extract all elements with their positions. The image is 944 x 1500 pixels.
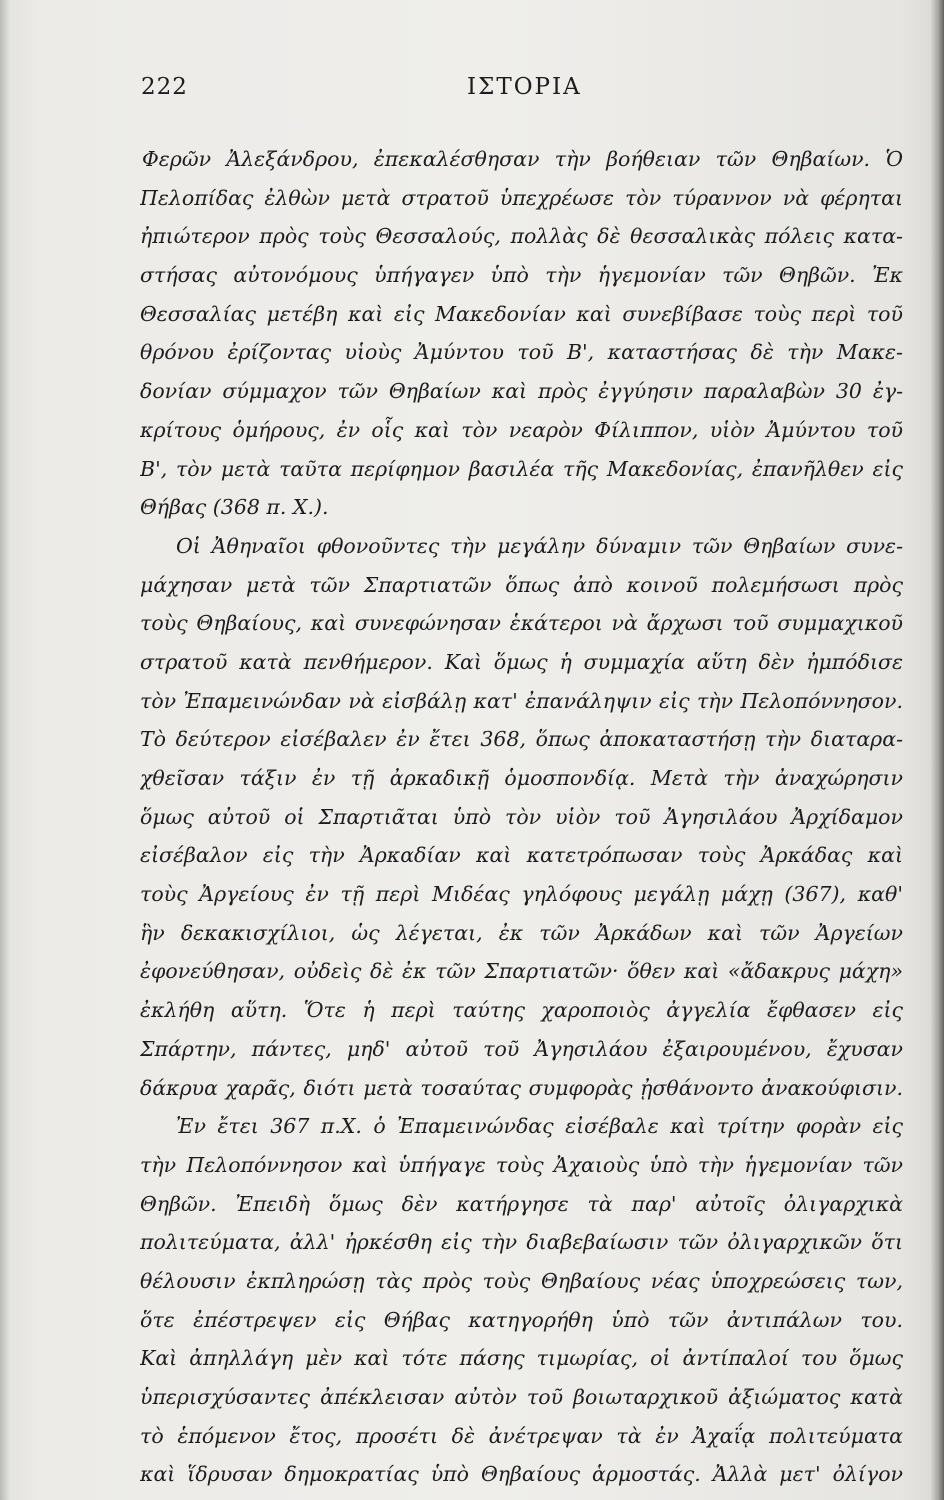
text-line: τοὺς Ἀργείους ἐν τῇ περὶ Μιδέας γηλόφους μεγάλῃ μάχῃ (367), καθ'	[140, 882, 903, 907]
text-line: μάχησαν μετὰ τῶν Σπαρτιατῶν ὅπως ἀπὸ κοινοῦ πολεμήσωσι πρὸς	[140, 572, 903, 597]
text-line: Θεσσαλίας μετέβη καὶ εἰς Μακεδονίαν καὶ συνεβίβασε τοὺς περὶ τοῦ	[140, 301, 903, 326]
text-line: ὅμως αὐτοῦ οἱ Σπαρτιᾶται ὑπὸ τὸν υἱὸν τοῦ Ἀγησιλάου Ἀρχίδαμον	[140, 804, 903, 829]
text-line: θέλουσιν ἐκπληρώσῃ τὰς πρὸς τοὺς Θηβαίους νέας ὑποχρεώσεις των,	[140, 1268, 903, 1293]
text-line: τὸν Ἐπαμεινώνδαν νὰ εἰσβάλῃ κατ' ἐπανάληψιν εἰς τὴν Πελοπόννησον.	[140, 688, 903, 713]
text-line: κρίτους ὁμήρους, ἐν οἷς καὶ τὸν νεαρὸν Φίλιππον, υἱὸν Ἀμύντου τοῦ	[140, 417, 903, 442]
running-title: ΙΣΤΟΡΙΑ	[467, 74, 582, 100]
text-line: ὅτε ἐπέστρεψεν εἰς Θήβας κατηγορήθη ὑπὸ τῶν ἀντιπάλων του.	[140, 1307, 903, 1332]
page-left-shadow	[0, 0, 10, 1500]
text-line: τὴν Πελοπόννησον καὶ ὑπήγαγε τοὺς Ἀχαιοὺς ὑπὸ τὴν ἡγεμονίαν τῶν	[140, 1152, 903, 1177]
text-line: θρόνου ἐρίζοντας υἱοὺς Ἀμύντου τοῦ Β', καταστήσας δὲ τὴν Μακε-	[140, 340, 903, 365]
text-line: τοὺς Θηβαίους, καὶ συνεφώνησαν ἑκάτεροι νὰ ἄρχωσι τοῦ συμμαχικοῦ	[140, 611, 903, 636]
text-line: Φερῶν Ἀλεξάνδρου, ἐπεκαλέσθησαν τὴν βοήθειαν τῶν Θηβαίων. Ὁ	[142, 147, 903, 171]
text-line: Οἱ Ἀθηναῖοι φθονοῦντες τὴν μεγάλην δύναμιν τῶν Θηβαίων συνε-	[176, 533, 903, 558]
text-line: καὶ ἵδρυσαν δημοκρατίας ὑπὸ Θηβαίους ἁρμοστάς. Ἀλλὰ μετ' ὀλίγον	[140, 1462, 903, 1487]
text-line: Ἐν ἔτει 367 π.Χ. ὁ Ἐπαμεινώνδας εἰσέβαλε καὶ τρίτην φορὰν εἰς	[176, 1114, 903, 1139]
page-number: 222	[141, 74, 188, 100]
body-text	[140, 140, 903, 1494]
text-line: ἣν δεκακισχίλιοι, ὡς λέγεται, ἐκ τῶν Ἀρκάδων καὶ τῶν Ἀργείων	[140, 920, 903, 945]
text-line: Καὶ ἀπηλλάγη μὲν καὶ τότε πάσης τιμωρίας, οἱ ἀντίπαλοί του ὅμως	[140, 1346, 903, 1371]
text-line: ἐκλήθη αὕτη. Ὅτε ἡ περὶ ταύτης χαροποιὸς ἀγγελία ἔφθασεν εἰς	[140, 998, 903, 1023]
text-line: πολιτεύματα, ἀλλ' ἠρκέσθη εἰς τὴν διαβεβαίωσιν τῶν ὀλιγαρχικῶν ὅτι	[140, 1230, 903, 1255]
text-line: Τὸ δεύτερον εἰσέβαλεν ἐν ἔτει 368, ὅπως ἀποκαταστήσῃ τὴν διαταρα-	[140, 727, 903, 752]
text-line: εἰσέβαλον εἰς τὴν Ἀρκαδίαν καὶ κατετρόπωσαν τοὺς Ἀρκάδας καὶ	[140, 843, 903, 868]
running-header	[141, 74, 901, 114]
text-line: χθεῖσαν τάξιν ἐν τῇ ἀρκαδικῇ ὁμοσπονδίᾳ. Μετὰ τὴν ἀναχώρησιν	[140, 766, 903, 790]
text-line: ἠπιώτερον πρὸς τοὺς Θεσσαλούς, πολλὰς δὲ θεσσαλικὰς πόλεις κατα-	[140, 224, 903, 249]
text-line: ὑπερισχύσαντες ἀπέκλεισαν αὐτὸν τοῦ βοιωταρχικοῦ ἀξιώματος κατὰ	[140, 1385, 903, 1409]
text-line: Σπάρτην, πάντες, μηδ' αὐτοῦ τοῦ Ἀγησιλάου ἐξαιρουμένου, ἔχυσαν	[140, 1036, 903, 1061]
text-line: στρατοῦ κατὰ πενθήμερον. Καὶ ὅμως ἡ συμμαχία αὕτη δὲν ἠμπόδισε	[140, 649, 903, 674]
text-line: δάκρυα χαρᾶς, διότι μετὰ τοσαύτας συμφορὰς ᾐσθάνοντο ἀνακούφισιν.	[140, 1075, 903, 1100]
text-line: στήσας αὐτονόμους ὑπήγαγεν ὑπὸ τὴν ἡγεμονίαν τῶν Θηβῶν. Ἐκ	[140, 263, 903, 288]
text-line: Πελοπίδας ἐλθὼν μετὰ στρατοῦ ὑπεχρέωσε τὸν τύραννον νὰ φέρηται	[140, 185, 903, 210]
page-right-shadow	[930, 0, 944, 1500]
text-line: τὸ ἑπόμενον ἔτος, προσέτι δὲ ἀνέτρεψαν τὰ ἐν Ἀχαΐᾳ πολιτεύματα	[140, 1423, 903, 1448]
text-line: Β', τὸν μετὰ ταῦτα περίφημον βασιλέα τῆς Μακεδονίας, ἐπανῆλθεν εἰς	[140, 456, 903, 481]
text-line: δονίαν σύμμαχον τῶν Θηβαίων καὶ πρὸς ἐγγύησιν παραλαβὼν 30 ἐγ-	[140, 379, 903, 404]
text-line: ἐφονεύθησαν, οὐδεὶς δὲ ἐκ τῶν Σπαρτιατῶν· ὅθεν καὶ «ἄδακρυς μάχη»	[140, 959, 903, 984]
text-line: Θηβῶν. Ἐπειδὴ ὅμως δὲν κατήργησε τὰ παρ' αὐτοῖς ὀλιγαρχικὰ	[140, 1191, 903, 1216]
text-line: Θήβας (368 π. Χ.).	[140, 495, 329, 520]
